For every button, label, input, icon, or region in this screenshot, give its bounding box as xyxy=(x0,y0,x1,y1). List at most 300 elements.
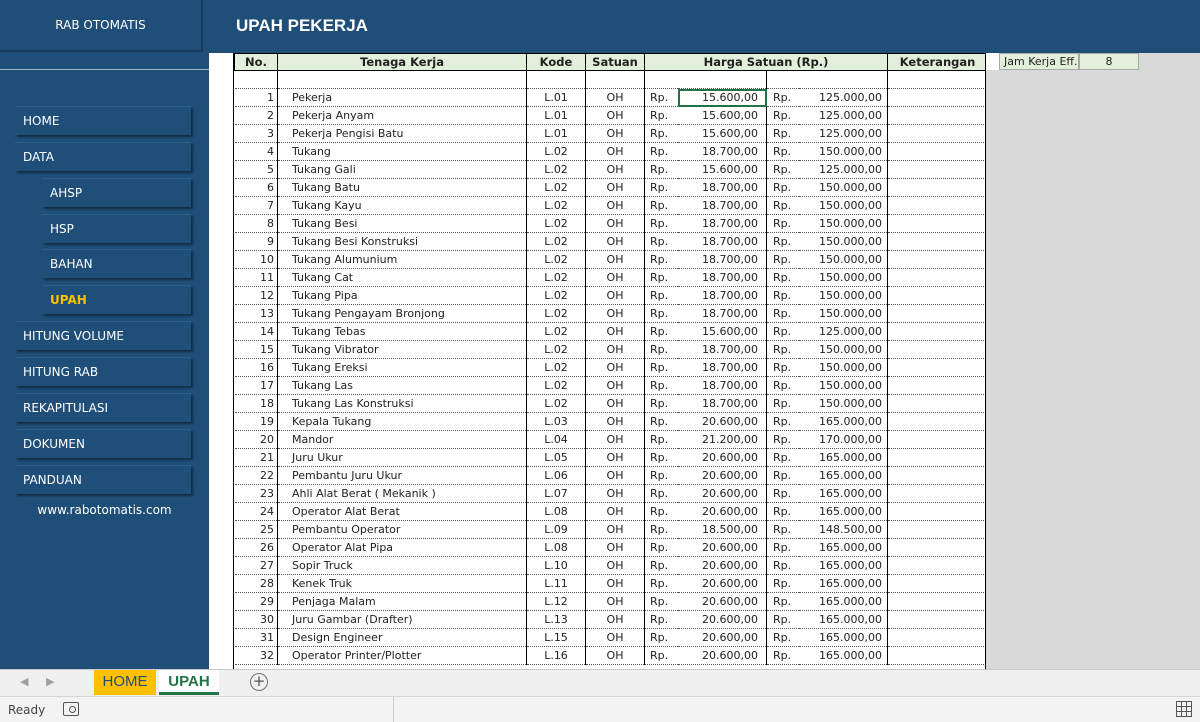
no-cell[interactable]: 22 xyxy=(235,467,278,485)
per-jam-cell[interactable]: 18.700,00 xyxy=(678,377,767,395)
satuan-cell[interactable]: OH xyxy=(586,215,645,233)
satuan-cell[interactable]: OH xyxy=(586,377,645,395)
per-hari-cell[interactable]: 150.000,00 xyxy=(799,251,888,269)
no-cell[interactable]: 2 xyxy=(235,107,278,125)
kode-cell[interactable]: L.02 xyxy=(527,215,586,233)
table-cell[interactable] xyxy=(235,71,278,89)
per-jam-cell[interactable]: 21.200,00 xyxy=(678,431,767,449)
satuan-cell[interactable]: OH xyxy=(586,161,645,179)
satuan-cell[interactable]: OH xyxy=(586,269,645,287)
currency-cell[interactable]: Rp. xyxy=(645,197,678,215)
currency-cell[interactable]: Rp. xyxy=(645,215,678,233)
no-cell[interactable]: 8 xyxy=(235,215,278,233)
currency-cell[interactable]: Rp. xyxy=(767,413,799,431)
currency-cell[interactable]: Rp. xyxy=(767,107,799,125)
keterangan-cell[interactable] xyxy=(888,503,986,521)
no-cell[interactable]: 25 xyxy=(235,521,278,539)
currency-cell[interactable]: Rp. xyxy=(645,125,678,143)
keterangan-cell[interactable] xyxy=(888,323,986,341)
per-jam-cell[interactable]: 20.600,00 xyxy=(678,647,767,665)
kode-cell[interactable]: L.02 xyxy=(527,251,586,269)
no-cell[interactable]: 19 xyxy=(235,413,278,431)
keterangan-cell[interactable] xyxy=(888,107,986,125)
satuan-cell[interactable]: OH xyxy=(586,593,645,611)
name-cell[interactable]: Tukang Tebas xyxy=(278,323,527,341)
no-cell[interactable]: 16 xyxy=(235,359,278,377)
per-hari-cell[interactable]: 125.000,00 xyxy=(799,125,888,143)
currency-cell[interactable]: Rp. xyxy=(645,395,678,413)
kode-cell[interactable]: L.03 xyxy=(527,413,586,431)
satuan-cell[interactable]: OH xyxy=(586,323,645,341)
kode-cell[interactable]: L.02 xyxy=(527,341,586,359)
currency-cell[interactable]: Rp. xyxy=(645,413,678,431)
per-hari-cell[interactable]: 150.000,00 xyxy=(799,215,888,233)
kode-cell[interactable]: L.11 xyxy=(527,575,586,593)
name-cell[interactable]: Kenek Truk xyxy=(278,575,527,593)
currency-cell[interactable]: Rp. xyxy=(645,377,678,395)
currency-cell[interactable]: Rp. xyxy=(767,575,799,593)
nav-hitung-rab-button[interactable]: HITUNG RAB xyxy=(15,357,191,386)
currency-cell[interactable]: Rp. xyxy=(767,125,799,143)
currency-cell[interactable]: Rp. xyxy=(767,521,799,539)
satuan-cell[interactable]: OH xyxy=(586,467,645,485)
nav-hsp-button[interactable]: HSP xyxy=(42,214,191,243)
no-cell[interactable]: 29 xyxy=(235,593,278,611)
per-hari-cell[interactable]: 125.000,00 xyxy=(799,323,888,341)
per-jam-cell[interactable]: 15.600,00 xyxy=(678,107,767,125)
kode-cell[interactable]: L.12 xyxy=(527,593,586,611)
currency-cell[interactable]: Rp. xyxy=(767,593,799,611)
currency-cell[interactable]: Rp. xyxy=(645,431,678,449)
currency-cell[interactable]: Rp. xyxy=(645,575,678,593)
currency-cell[interactable]: Rp. xyxy=(645,341,678,359)
kode-cell[interactable]: L.09 xyxy=(527,521,586,539)
sheet-tab-upah[interactable]: UPAH xyxy=(159,670,219,695)
currency-cell[interactable]: Rp. xyxy=(767,629,799,647)
name-cell[interactable]: Mandor xyxy=(278,431,527,449)
currency-cell[interactable]: Rp. xyxy=(645,323,678,341)
keterangan-cell[interactable] xyxy=(888,305,986,323)
per-jam-cell[interactable]: 15.600,00 xyxy=(678,161,767,179)
no-cell[interactable]: 15 xyxy=(235,341,278,359)
kode-cell[interactable]: L.10 xyxy=(527,557,586,575)
nav-upah-button[interactable]: UPAH xyxy=(42,285,191,314)
no-cell[interactable]: 1 xyxy=(235,89,278,107)
brand-button[interactable]: RAB OTOMATIS xyxy=(0,0,203,52)
currency-cell[interactable]: Rp. xyxy=(645,359,678,377)
keterangan-cell[interactable] xyxy=(888,413,986,431)
no-cell[interactable]: 10 xyxy=(235,251,278,269)
per-jam-cell[interactable]: 20.600,00 xyxy=(678,593,767,611)
no-cell[interactable]: 20 xyxy=(235,431,278,449)
keterangan-cell[interactable] xyxy=(888,431,986,449)
keterangan-cell[interactable] xyxy=(888,251,986,269)
currency-cell[interactable]: Rp. xyxy=(645,611,678,629)
kode-cell[interactable]: L.15 xyxy=(527,629,586,647)
no-cell[interactable]: 18 xyxy=(235,395,278,413)
satuan-cell[interactable]: OH xyxy=(586,413,645,431)
kode-cell[interactable]: L.02 xyxy=(527,305,586,323)
table-cell[interactable] xyxy=(678,71,767,89)
jam-kerja-input[interactable]: 8 xyxy=(1079,53,1139,70)
table-cell[interactable] xyxy=(586,71,645,89)
kode-cell[interactable]: L.02 xyxy=(527,197,586,215)
website-link[interactable]: www.rabotomatis.com xyxy=(37,503,172,517)
satuan-cell[interactable]: OH xyxy=(586,89,645,107)
per-jam-cell[interactable]: 20.600,00 xyxy=(678,503,767,521)
satuan-cell[interactable]: OH xyxy=(586,431,645,449)
currency-cell[interactable]: Rp. xyxy=(645,593,678,611)
name-cell[interactable]: Tukang Batu xyxy=(278,179,527,197)
name-cell[interactable]: Tukang Gali xyxy=(278,161,527,179)
kode-cell[interactable]: L.01 xyxy=(527,89,586,107)
currency-cell[interactable]: Rp. xyxy=(767,89,799,107)
per-jam-cell[interactable]: 20.600,00 xyxy=(678,629,767,647)
currency-cell[interactable]: Rp. xyxy=(645,233,678,251)
no-cell[interactable]: 14 xyxy=(235,323,278,341)
no-cell[interactable]: 21 xyxy=(235,449,278,467)
currency-cell[interactable]: Rp. xyxy=(645,539,678,557)
per-hari-cell[interactable]: 165.000,00 xyxy=(799,503,888,521)
satuan-cell[interactable]: OH xyxy=(586,557,645,575)
currency-cell[interactable]: Rp. xyxy=(645,161,678,179)
no-cell[interactable]: 11 xyxy=(235,269,278,287)
no-cell[interactable]: 6 xyxy=(235,179,278,197)
name-cell[interactable]: Kepala Tukang xyxy=(278,413,527,431)
no-cell[interactable]: 3 xyxy=(235,125,278,143)
per-hari-cell[interactable]: 165.000,00 xyxy=(799,413,888,431)
no-cell[interactable]: 31 xyxy=(235,629,278,647)
keterangan-cell[interactable] xyxy=(888,143,986,161)
currency-cell[interactable]: Rp. xyxy=(645,107,678,125)
table-cell[interactable] xyxy=(278,71,527,89)
kode-cell[interactable]: L.08 xyxy=(527,539,586,557)
no-cell[interactable]: 32 xyxy=(235,647,278,665)
name-cell[interactable]: Penjaga Malam xyxy=(278,593,527,611)
name-cell[interactable]: Tukang Besi Konstruksi xyxy=(278,233,527,251)
satuan-cell[interactable]: OH xyxy=(586,647,645,665)
no-cell[interactable]: 23 xyxy=(235,485,278,503)
name-cell[interactable]: Tukang Las Konstruksi xyxy=(278,395,527,413)
kode-cell[interactable]: L.02 xyxy=(527,233,586,251)
keterangan-cell[interactable] xyxy=(888,575,986,593)
name-cell[interactable]: Design Engineer xyxy=(278,629,527,647)
currency-cell[interactable]: Rp. xyxy=(767,215,799,233)
currency-cell[interactable]: Rp. xyxy=(645,287,678,305)
per-jam-cell[interactable]: 18.700,00 xyxy=(678,359,767,377)
satuan-cell[interactable]: OH xyxy=(586,629,645,647)
nav-panduan-button[interactable]: PANDUAN xyxy=(15,465,191,494)
satuan-cell[interactable]: OH xyxy=(586,287,645,305)
satuan-cell[interactable]: OH xyxy=(586,611,645,629)
table-cell[interactable] xyxy=(527,71,586,89)
satuan-cell[interactable]: OH xyxy=(586,251,645,269)
per-jam-cell[interactable]: 20.600,00 xyxy=(678,485,767,503)
keterangan-cell[interactable] xyxy=(888,89,986,107)
satuan-cell[interactable]: OH xyxy=(586,575,645,593)
keterangan-cell[interactable] xyxy=(888,557,986,575)
per-jam-cell[interactable]: 18.700,00 xyxy=(678,269,767,287)
name-cell[interactable]: Tukang Cat xyxy=(278,269,527,287)
satuan-cell[interactable]: OH xyxy=(586,197,645,215)
keterangan-cell[interactable] xyxy=(888,179,986,197)
macro-recording-icon[interactable] xyxy=(63,702,79,716)
name-cell[interactable]: Juru Gambar (Drafter) xyxy=(278,611,527,629)
currency-cell[interactable]: Rp. xyxy=(767,485,799,503)
satuan-cell[interactable]: OH xyxy=(586,341,645,359)
currency-cell[interactable]: Rp. xyxy=(645,467,678,485)
per-hari-cell[interactable]: 165.000,00 xyxy=(799,485,888,503)
nav-hitung-volume-button[interactable]: HITUNG VOLUME xyxy=(15,321,191,350)
name-cell[interactable]: Tukang Kayu xyxy=(278,197,527,215)
scroll-left-icon[interactable]: ◀ xyxy=(20,675,29,688)
per-jam-cell[interactable]: 18.700,00 xyxy=(678,305,767,323)
currency-cell[interactable]: Rp. xyxy=(767,539,799,557)
nav-dokumen-button[interactable]: DOKUMEN xyxy=(15,429,191,458)
kode-cell[interactable]: L.02 xyxy=(527,161,586,179)
satuan-cell[interactable]: OH xyxy=(586,395,645,413)
kode-cell[interactable]: L.02 xyxy=(527,269,586,287)
name-cell[interactable]: Tukang Pengayam Bronjong xyxy=(278,305,527,323)
currency-cell[interactable]: Rp. xyxy=(767,161,799,179)
per-hari-cell[interactable]: 150.000,00 xyxy=(799,197,888,215)
kode-cell[interactable]: L.13 xyxy=(527,611,586,629)
currency-cell[interactable]: Rp. xyxy=(767,143,799,161)
nav-ahsp-button[interactable]: AHSP xyxy=(42,178,191,207)
keterangan-cell[interactable] xyxy=(888,125,986,143)
per-jam-cell[interactable]: 20.600,00 xyxy=(678,575,767,593)
currency-cell[interactable]: Rp. xyxy=(767,467,799,485)
per-jam-cell[interactable]: 18.500,00 xyxy=(678,521,767,539)
keterangan-cell[interactable] xyxy=(888,593,986,611)
satuan-cell[interactable]: OH xyxy=(586,233,645,251)
per-hari-cell[interactable]: 170.000,00 xyxy=(799,431,888,449)
currency-cell[interactable]: Rp. xyxy=(645,179,678,197)
keterangan-cell[interactable] xyxy=(888,395,986,413)
no-cell[interactable]: 7 xyxy=(235,197,278,215)
currency-cell[interactable]: Rp. xyxy=(645,251,678,269)
per-hari-cell[interactable]: 150.000,00 xyxy=(799,341,888,359)
per-jam-cell[interactable]: 20.600,00 xyxy=(678,413,767,431)
per-hari-cell[interactable]: 150.000,00 xyxy=(799,233,888,251)
per-hari-cell[interactable]: 150.000,00 xyxy=(799,179,888,197)
name-cell[interactable]: Tukang Ereksi xyxy=(278,359,527,377)
satuan-cell[interactable]: OH xyxy=(586,503,645,521)
nav-bahan-button[interactable]: BAHAN xyxy=(42,249,191,278)
kode-cell[interactable]: L.01 xyxy=(527,107,586,125)
no-cell[interactable]: 4 xyxy=(235,143,278,161)
currency-cell[interactable]: Rp. xyxy=(645,647,678,665)
per-jam-cell[interactable]: 20.600,00 xyxy=(678,611,767,629)
no-cell[interactable]: 12 xyxy=(235,287,278,305)
currency-cell[interactable]: Rp. xyxy=(645,305,678,323)
currency-cell[interactable]: Rp. xyxy=(767,341,799,359)
per-hari-cell[interactable]: 125.000,00 xyxy=(799,161,888,179)
name-cell[interactable]: Pembantu Operator xyxy=(278,521,527,539)
kode-cell[interactable]: L.02 xyxy=(527,395,586,413)
per-hari-cell[interactable]: 165.000,00 xyxy=(799,467,888,485)
currency-cell[interactable]: Rp. xyxy=(645,143,678,161)
currency-cell[interactable]: Rp. xyxy=(767,251,799,269)
per-jam-cell[interactable]: 18.700,00 xyxy=(678,215,767,233)
per-jam-cell[interactable]: 18.700,00 xyxy=(678,197,767,215)
per-hari-cell[interactable]: 150.000,00 xyxy=(799,305,888,323)
per-hari-cell[interactable]: 165.000,00 xyxy=(799,449,888,467)
nav-rekapitulasi-button[interactable]: REKAPITULASI xyxy=(15,393,191,422)
currency-cell[interactable]: Rp. xyxy=(767,179,799,197)
nav-home-button[interactable]: HOME xyxy=(15,106,191,135)
table-cell[interactable] xyxy=(767,71,799,89)
no-cell[interactable]: 5 xyxy=(235,161,278,179)
currency-cell[interactable]: Rp. xyxy=(767,395,799,413)
keterangan-cell[interactable] xyxy=(888,629,986,647)
keterangan-cell[interactable] xyxy=(888,233,986,251)
currency-cell[interactable]: Rp. xyxy=(645,485,678,503)
currency-cell[interactable]: Rp. xyxy=(767,557,799,575)
keterangan-cell[interactable] xyxy=(888,341,986,359)
kode-cell[interactable]: L.16 xyxy=(527,647,586,665)
per-jam-cell[interactable]: 20.600,00 xyxy=(678,539,767,557)
kode-cell[interactable]: L.08 xyxy=(527,503,586,521)
keterangan-cell[interactable] xyxy=(888,215,986,233)
name-cell[interactable]: Pekerja xyxy=(278,89,527,107)
keterangan-cell[interactable] xyxy=(888,359,986,377)
per-hari-cell[interactable]: 165.000,00 xyxy=(799,611,888,629)
currency-cell[interactable]: Rp. xyxy=(767,305,799,323)
satuan-cell[interactable]: OH xyxy=(586,485,645,503)
no-cell[interactable]: 26 xyxy=(235,539,278,557)
per-jam-cell[interactable]: 18.700,00 xyxy=(678,179,767,197)
nav-data-button[interactable]: DATA xyxy=(15,142,191,171)
currency-cell[interactable]: Rp. xyxy=(767,233,799,251)
per-jam-cell[interactable]: 18.700,00 xyxy=(678,341,767,359)
satuan-cell[interactable]: OH xyxy=(586,521,645,539)
per-jam-cell[interactable]: 18.700,00 xyxy=(678,233,767,251)
per-jam-cell[interactable]: 18.700,00 xyxy=(678,395,767,413)
kode-cell[interactable]: L.05 xyxy=(527,449,586,467)
per-jam-cell[interactable]: 20.600,00 xyxy=(678,449,767,467)
name-cell[interactable]: Operator Alat Pipa xyxy=(278,539,527,557)
name-cell[interactable]: Juru Ukur xyxy=(278,449,527,467)
keterangan-cell[interactable] xyxy=(888,485,986,503)
name-cell[interactable]: Pembantu Juru Ukur xyxy=(278,467,527,485)
per-hari-cell[interactable]: 165.000,00 xyxy=(799,593,888,611)
sheet-tab-home[interactable]: HOME xyxy=(94,670,156,695)
currency-cell[interactable]: Rp. xyxy=(767,197,799,215)
per-jam-cell[interactable]: 15.600,00 xyxy=(678,323,767,341)
kode-cell[interactable]: L.04 xyxy=(527,431,586,449)
name-cell[interactable]: Operator Printer/Plotter xyxy=(278,647,527,665)
kode-cell[interactable]: L.02 xyxy=(527,323,586,341)
name-cell[interactable]: Operator Alat Berat xyxy=(278,503,527,521)
satuan-cell[interactable]: OH xyxy=(586,359,645,377)
no-cell[interactable]: 30 xyxy=(235,611,278,629)
currency-cell[interactable]: Rp. xyxy=(767,377,799,395)
kode-cell[interactable]: L.02 xyxy=(527,143,586,161)
satuan-cell[interactable]: OH xyxy=(586,107,645,125)
keterangan-cell[interactable] xyxy=(888,449,986,467)
name-cell[interactable]: Tukang Alumunium xyxy=(278,251,527,269)
per-jam-cell[interactable]: 15.600,00 xyxy=(678,89,767,107)
currency-cell[interactable]: Rp. xyxy=(645,89,678,107)
currency-cell[interactable]: Rp. xyxy=(645,503,678,521)
no-cell[interactable]: 13 xyxy=(235,305,278,323)
satuan-cell[interactable]: OH xyxy=(586,125,645,143)
kode-cell[interactable]: L.06 xyxy=(527,467,586,485)
per-hari-cell[interactable]: 148.500,00 xyxy=(799,521,888,539)
normal-view-icon[interactable] xyxy=(1176,701,1192,717)
scroll-right-icon[interactable]: ▶ xyxy=(46,675,55,688)
kode-cell[interactable]: L.01 xyxy=(527,125,586,143)
per-hari-cell[interactable]: 165.000,00 xyxy=(799,557,888,575)
name-cell[interactable]: Pekerja Pengisi Batu xyxy=(278,125,527,143)
satuan-cell[interactable]: OH xyxy=(586,539,645,557)
name-cell[interactable]: Tukang Besi xyxy=(278,215,527,233)
satuan-cell[interactable]: OH xyxy=(586,143,645,161)
keterangan-cell[interactable] xyxy=(888,377,986,395)
currency-cell[interactable]: Rp. xyxy=(645,557,678,575)
keterangan-cell[interactable] xyxy=(888,287,986,305)
satuan-cell[interactable]: OH xyxy=(586,305,645,323)
per-hari-cell[interactable]: 150.000,00 xyxy=(799,287,888,305)
no-cell[interactable]: 9 xyxy=(235,233,278,251)
currency-cell[interactable]: Rp. xyxy=(645,521,678,539)
satuan-cell[interactable]: OH xyxy=(586,449,645,467)
per-jam-cell[interactable]: 20.600,00 xyxy=(678,557,767,575)
per-hari-cell[interactable]: 165.000,00 xyxy=(799,629,888,647)
per-jam-cell[interactable]: 20.600,00 xyxy=(678,467,767,485)
kode-cell[interactable]: L.07 xyxy=(527,485,586,503)
table-cell[interactable] xyxy=(888,71,986,89)
kode-cell[interactable]: L.02 xyxy=(527,377,586,395)
per-jam-cell[interactable]: 18.700,00 xyxy=(678,287,767,305)
satuan-cell[interactable]: OH xyxy=(586,179,645,197)
currency-cell[interactable]: Rp. xyxy=(645,269,678,287)
add-sheet-icon[interactable]: + xyxy=(250,673,268,691)
table-cell[interactable] xyxy=(799,71,888,89)
currency-cell[interactable]: Rp. xyxy=(767,287,799,305)
currency-cell[interactable]: Rp. xyxy=(767,611,799,629)
name-cell[interactable]: Sopir Truck xyxy=(278,557,527,575)
currency-cell[interactable]: Rp. xyxy=(767,503,799,521)
per-hari-cell[interactable]: 150.000,00 xyxy=(799,377,888,395)
per-hari-cell[interactable]: 150.000,00 xyxy=(799,269,888,287)
keterangan-cell[interactable] xyxy=(888,467,986,485)
keterangan-cell[interactable] xyxy=(888,611,986,629)
keterangan-cell[interactable] xyxy=(888,197,986,215)
currency-cell[interactable]: Rp. xyxy=(767,431,799,449)
currency-cell[interactable]: Rp. xyxy=(645,629,678,647)
table-cell[interactable] xyxy=(645,71,678,89)
per-jam-cell[interactable]: 15.600,00 xyxy=(678,125,767,143)
no-cell[interactable]: 17 xyxy=(235,377,278,395)
name-cell[interactable]: Ahli Alat Berat ( Mekanik ) xyxy=(278,485,527,503)
name-cell[interactable]: Pekerja Anyam xyxy=(278,107,527,125)
keterangan-cell[interactable] xyxy=(888,539,986,557)
kode-cell[interactable]: L.02 xyxy=(527,287,586,305)
per-hari-cell[interactable]: 125.000,00 xyxy=(799,107,888,125)
per-hari-cell[interactable]: 150.000,00 xyxy=(799,359,888,377)
per-hari-cell[interactable]: 165.000,00 xyxy=(799,539,888,557)
name-cell[interactable]: Tukang Pipa xyxy=(278,287,527,305)
per-hari-cell[interactable]: 150.000,00 xyxy=(799,143,888,161)
currency-cell[interactable]: Rp. xyxy=(767,449,799,467)
no-cell[interactable]: 27 xyxy=(235,557,278,575)
no-cell[interactable]: 28 xyxy=(235,575,278,593)
kode-cell[interactable]: L.02 xyxy=(527,359,586,377)
keterangan-cell[interactable] xyxy=(888,269,986,287)
name-cell[interactable]: Tukang xyxy=(278,143,527,161)
